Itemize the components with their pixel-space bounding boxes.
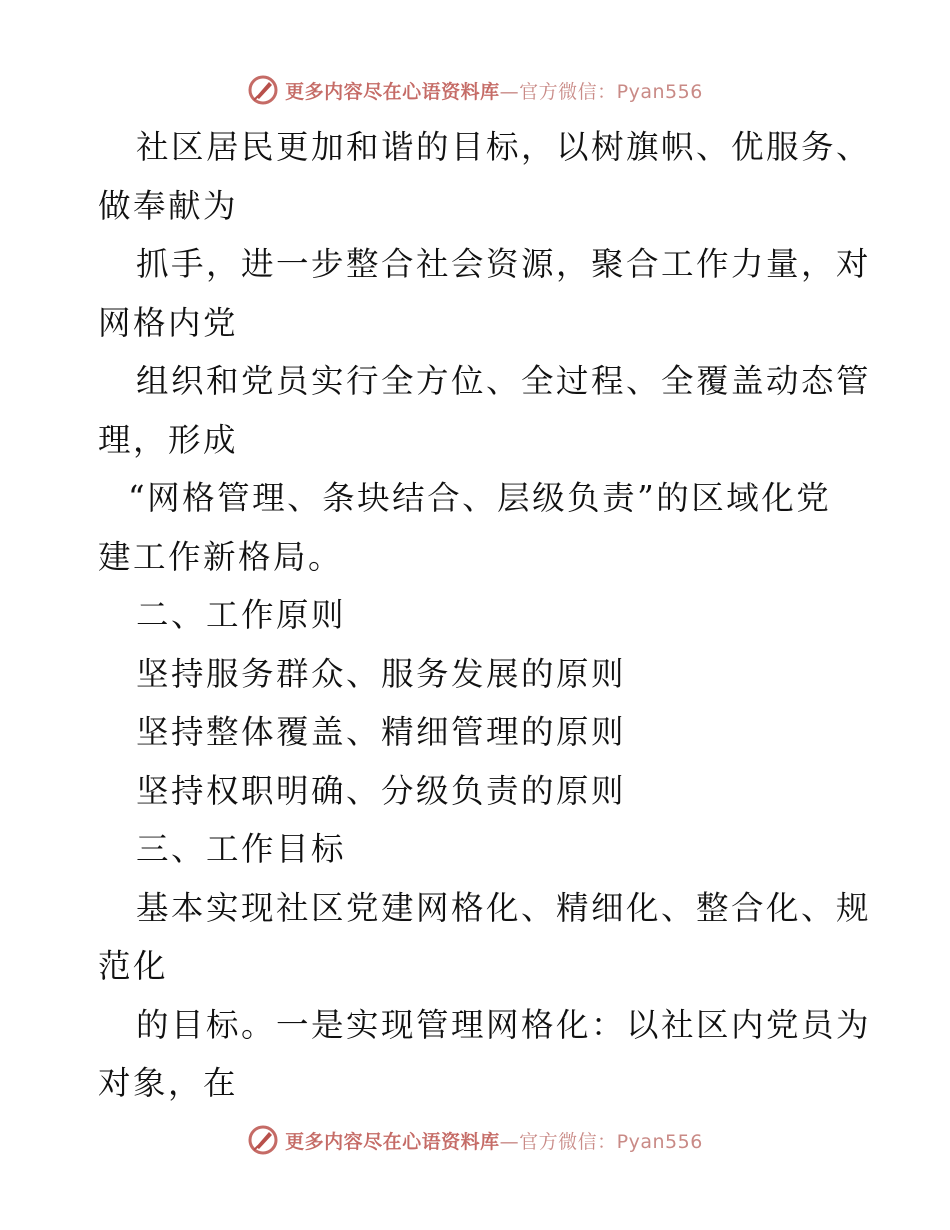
text-line: 范化 <box>98 947 169 985</box>
quill-logo-icon <box>247 1124 279 1156</box>
watermark-separator: — <box>499 1130 520 1153</box>
document-body <box>98 118 872 1113</box>
principle-item: 坚持服务群众、服务发展的原则 <box>136 654 627 693</box>
watermark-text <box>285 77 703 104</box>
footer-watermark <box>0 1120 950 1160</box>
watermark-contact: 官方微信：Pyan556 <box>519 80 703 103</box>
section-heading: 二、工作原则 <box>136 596 347 634</box>
text-line: 抓手，进一步整合社会资源，聚合工作力量，对 <box>136 245 872 283</box>
text-line: 对象，在 <box>98 1064 239 1102</box>
principle-item: 坚持权职明确、分级负责的原则 <box>136 771 627 810</box>
watermark-brand: 更多内容尽在心语资料库 <box>285 80 500 103</box>
watermark-brand: 更多内容尽在心语资料库 <box>285 1130 500 1153</box>
header-watermark <box>0 70 950 110</box>
text-line: 基本实现社区党建网格化、精细化、整合化、规 <box>136 888 872 927</box>
text-line: 的目标。一是实现管理网格化：以社区内党员为 <box>136 1005 872 1044</box>
text-line: 网格内党 <box>98 303 239 342</box>
text-line: 理，形成 <box>98 420 239 459</box>
quill-logo-icon <box>247 74 279 106</box>
principle-item: 坚持整体覆盖、精细管理的原则 <box>136 713 627 751</box>
watermark-text <box>285 1127 703 1154</box>
text-line: 社区居民更加和谐的目标，以树旗帜、优服务、 <box>136 128 872 166</box>
text-line: 组织和党员实行全方位、全过程、全覆盖动态管 <box>136 362 872 400</box>
text-line: “网格管理、条块结合、层级负责”的区域化党 <box>128 479 832 517</box>
watermark-contact: 官方微信：Pyan556 <box>519 1130 703 1153</box>
text-line: 做奉献为 <box>98 186 239 225</box>
section-heading: 三、工作目标 <box>136 830 347 868</box>
text-line: 建工作新格局。 <box>98 537 344 576</box>
watermark-separator: — <box>499 80 520 103</box>
